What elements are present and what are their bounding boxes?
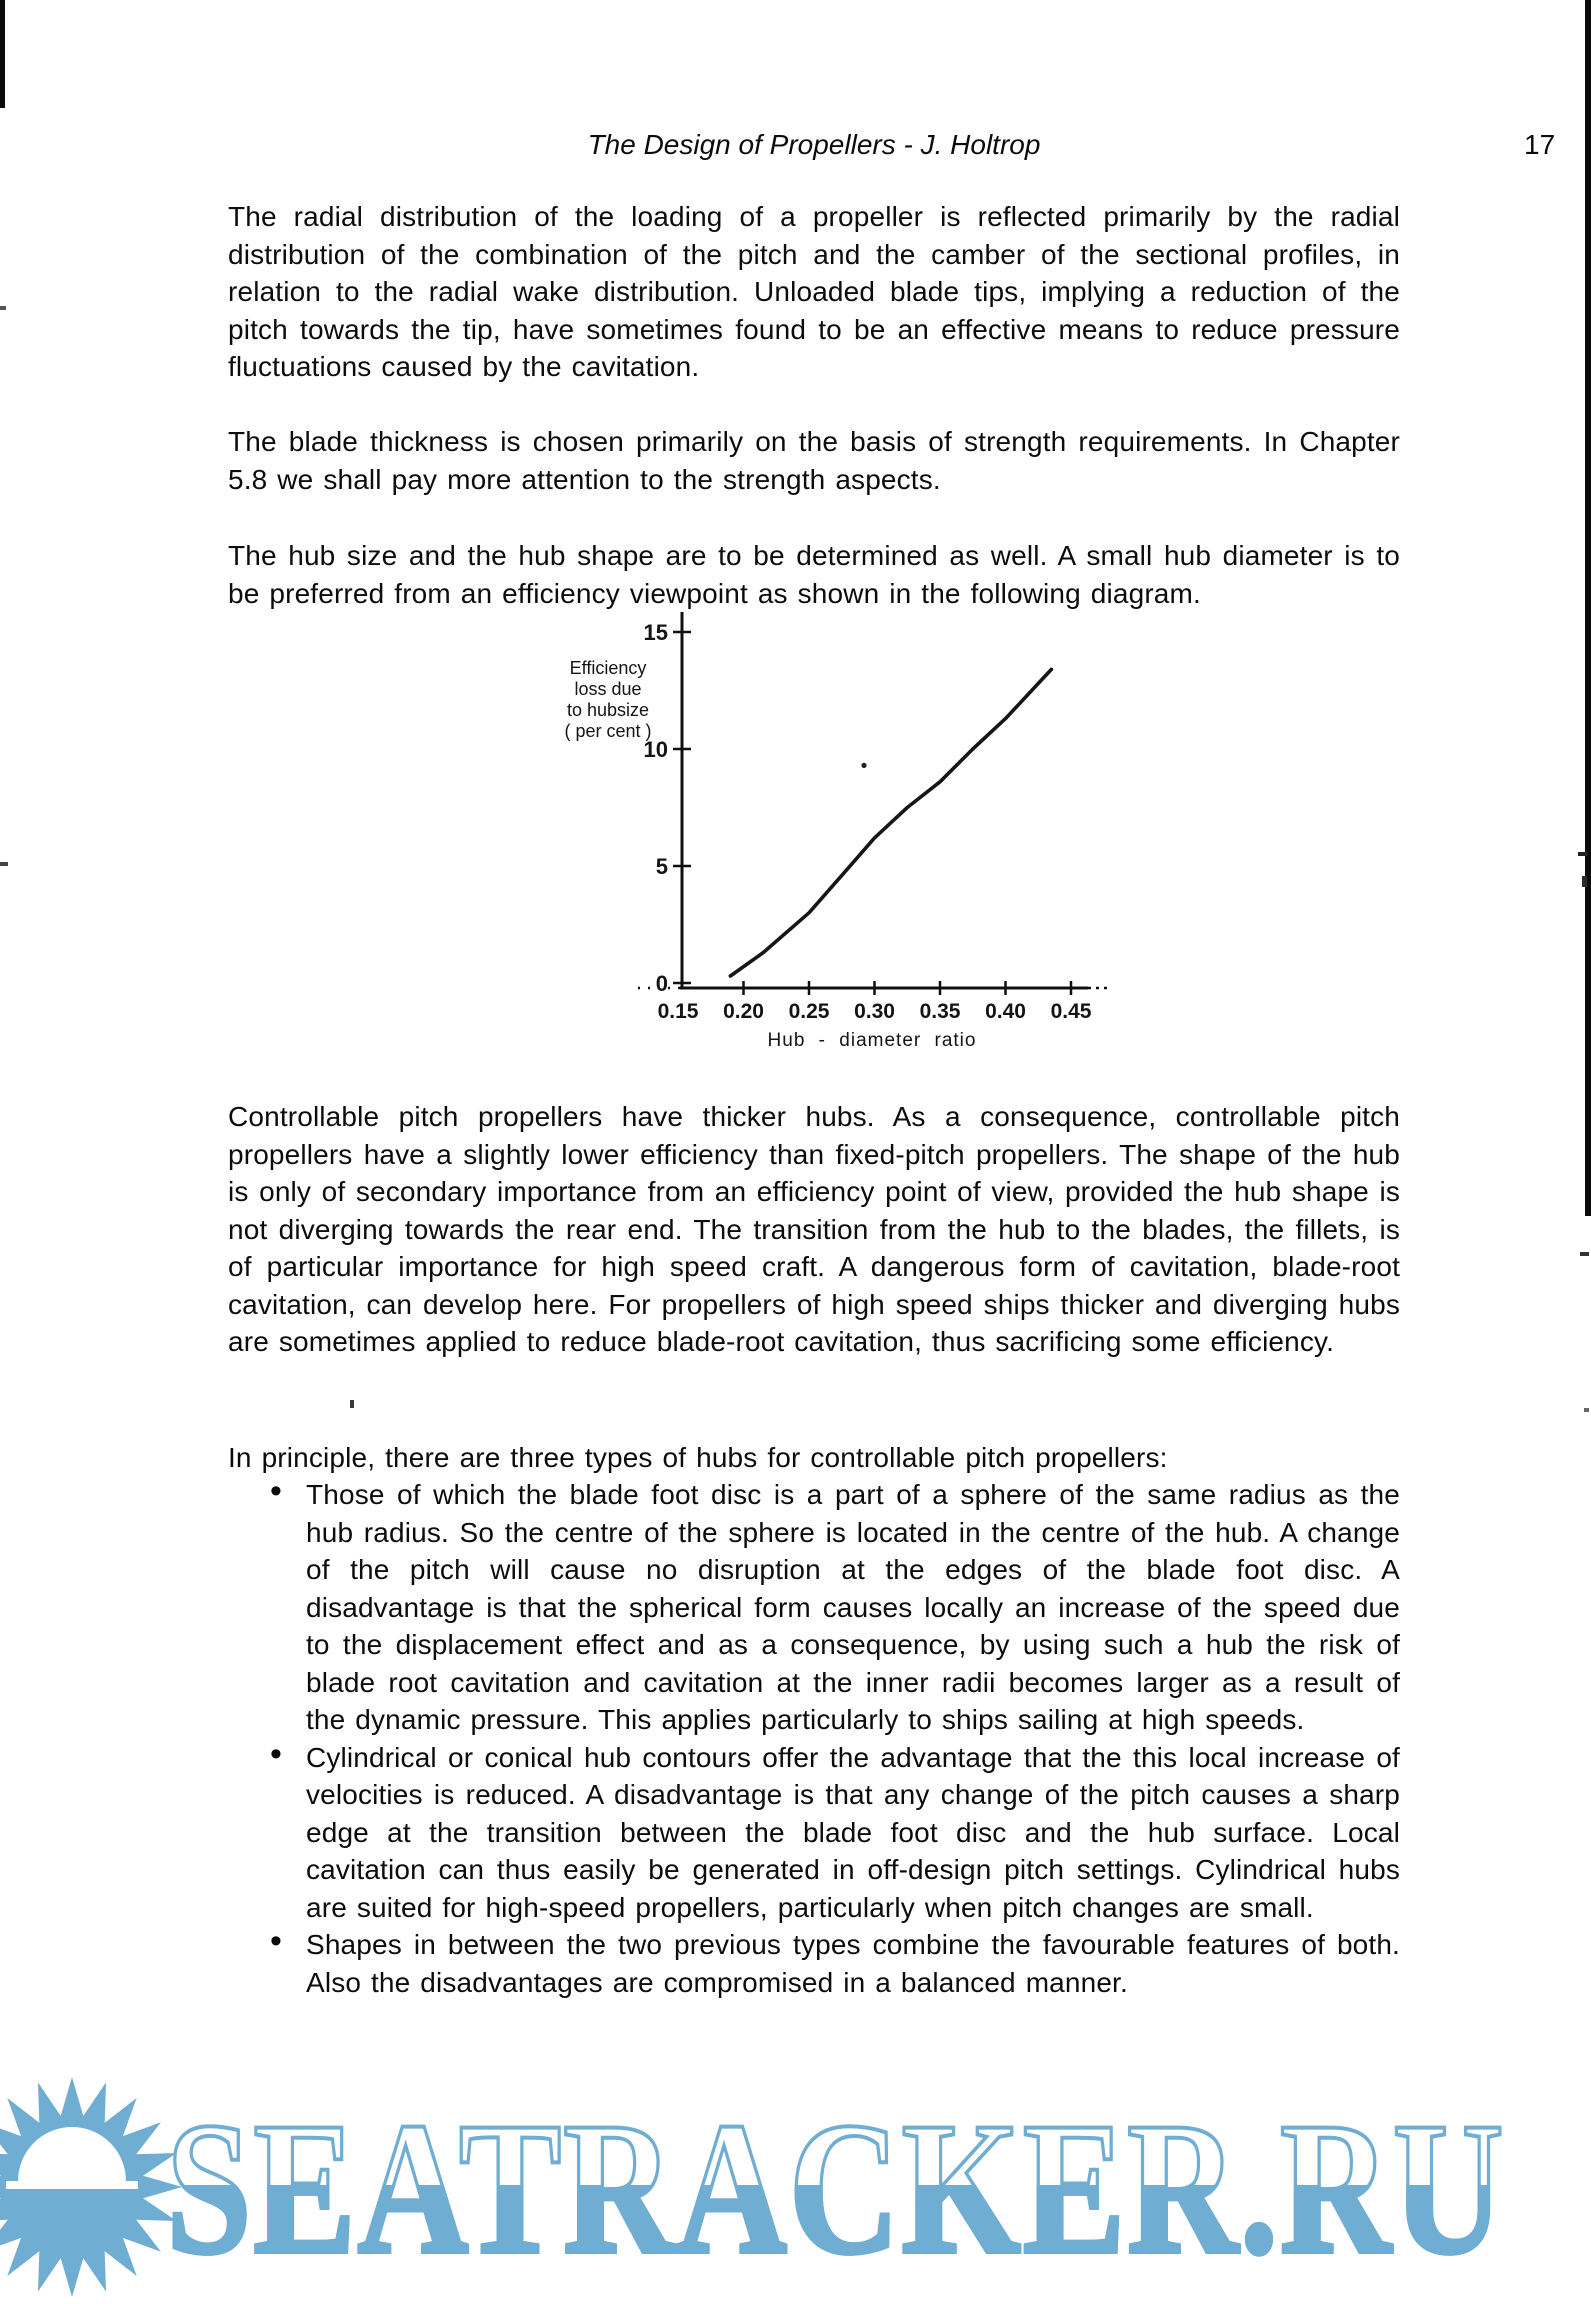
efficiency-loss-chart: [520, 600, 1180, 1080]
x-tick-label: 0.35: [919, 1000, 961, 1023]
y-axis-label-line: Efficiency: [569, 658, 647, 678]
y-tick-label: 10: [643, 737, 668, 762]
bullet-list-intro: In principle, there are three types of hubs for controllable pitch propellers:: [228, 1442, 1168, 1473]
bullet-icon: •: [270, 1922, 283, 1960]
x-tick-label: 0.40: [985, 1000, 1026, 1023]
paragraph-blade-thickness: The blade thickness is chosen primarily on the basis of strength requirements. In Chapter 5.8 we shall pay more attention to the strength aspects.: [228, 426, 1400, 495]
scan-speck: [0, 306, 6, 310]
y-axis-label-line: ( per cent ): [564, 721, 652, 741]
y-axis-label-line: to hubsize: [566, 700, 650, 720]
y-axis-label-line: loss due: [574, 679, 642, 699]
scan-speck: [1584, 1408, 1589, 1412]
list-item-text: Shapes in between the two previous types combine the favourable features of both. Also the disadvantages are compromised in a balanced manner.: [306, 1929, 1400, 1998]
scan-edge-artifact: [0, 0, 5, 108]
list-item: [228, 1472, 1400, 1739]
scan-speck: [1578, 852, 1588, 856]
watermark-text: SEATRACKER.RU: [166, 2084, 1506, 2294]
x-tick-label: 0.45: [1050, 1000, 1092, 1023]
bullet-icon: •: [270, 1472, 283, 1510]
running-header-title: The Design of Propellers - J. Holtrop: [587, 129, 1041, 160]
page-number: 17: [1524, 129, 1556, 160]
sun-over-sea-icon: [0, 2075, 184, 2299]
scan-speck: [350, 1400, 354, 1408]
scan-speck: [1580, 1252, 1589, 1256]
paragraph-hub-size: The hub size and the hub shape are to be determined as well. A small hub diameter is to be preferred from an efficiency viewpoint as shown in the following diagram.: [228, 540, 1400, 609]
list-item: [228, 1734, 1400, 1927]
x-tick-label: 0.20: [723, 1000, 764, 1023]
x-tick-label: 0.15: [657, 1000, 699, 1023]
scan-speck: [0, 862, 8, 866]
y-tick-label: 15: [643, 620, 668, 645]
x-tick-label: 0.30: [854, 1000, 895, 1023]
hub-types-bullet-list: [228, 1472, 1400, 2001]
x-axis-label: Hub - diameter ratio: [767, 1030, 977, 1051]
scan-speck: [1582, 876, 1587, 887]
y-tick-label: 5: [655, 854, 668, 879]
y-tick-label: 0: [655, 971, 668, 996]
efficiency-loss-curve: [730, 669, 1051, 976]
list-item-text: Those of which the blade foot disc is a part of a sphere of the same radius as the hub radius. So the centre of the sphere is located in the centre of the hub. A change of the pitch will cause no disruption at the edges of the blade foot disc. A disadvantage is that the spherical form causes locally an increase of the speed due to the displacement effect and as a consequence, by using such a hub the risk of blade root cavitation and cavitation at the inner radii becomes larger as a result of the dynamic pressure. This applies particularly to ships sailing at high speeds.: [306, 1479, 1400, 1735]
paragraph-controllable-pitch: Controllable pitch propellers have thicker hubs. As a consequence, controllable pitch propellers have a slightly lower efficiency than fixed-pitch propellers. The shape of the hub is only of secondary importance from an efficiency point of view, provided the hub shape is not diverging towards the rear end. The transition from the hub to the blades, the fillets, is of particular importance for high speed craft. A dangerous form of cavitation, blade-root cavitation, can develop here. For propellers of high speed ships thicker and diverging hubs are sometimes applied to reduce blade-root cavitation, thus sacrificing some efficiency.: [228, 1101, 1400, 1357]
paragraph-radial-distribution: The radial distribution of the loading of a propeller is reflected primarily by the radial distribution of the combination of the pitch and the camber of the sectional profiles, in relation to the radial wake distribution. Unloaded blade tips, implying a reduction of the pitch towards the tip, have sometimes found to be an effective means to reduce pressure fluctuations caused by the cavitation.: [228, 201, 1400, 382]
list-item-text: Cylindrical or conical hub contours offer the advantage that the this local increase of velocities is reduced. A disadvantage is that any change of the pitch causes a sharp edge at the transition between the blade foot disc and the hub surface. Local cavitation can thus easily be generated in off-design pitch settings. Cylindrical hubs are suited for high-speed propellers, particularly when pitch changes are small.: [306, 1741, 1400, 1923]
list-item: [228, 1922, 1400, 2001]
scan-speck: [861, 763, 866, 768]
bullet-icon: •: [270, 1734, 283, 1773]
horizon-line: [6, 2181, 138, 2189]
scan-edge-artifact: [1585, 0, 1591, 1216]
efficiency-loss-chart-svg: [520, 600, 1180, 1080]
x-tick-label: 0.25: [788, 1000, 830, 1023]
